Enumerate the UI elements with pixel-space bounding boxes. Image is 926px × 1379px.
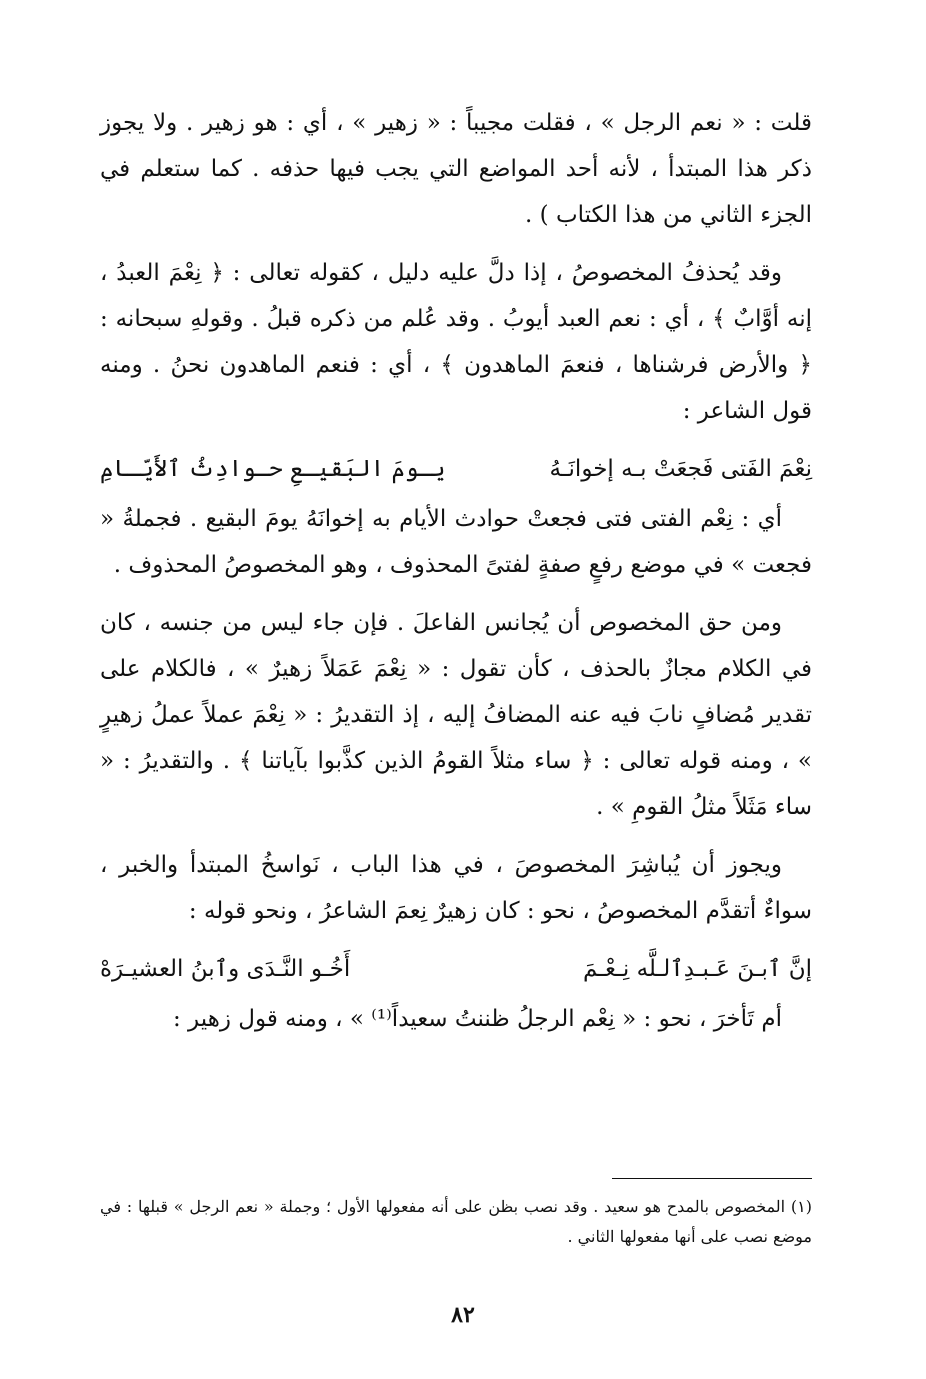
verse-1: [100, 446, 812, 492]
verse-1-second-hemistich: يـومَ البَقيـعِ حـوادِثُ ٱلأَيّـامِ: [100, 456, 446, 482]
page-number: ٨٢: [451, 1302, 475, 1328]
page-body: [100, 100, 812, 1054]
paragraph-2: وقد يُحذفُ المخصوصُ ، إذا دلَّ عليه دليل ، كقوله تعالى : ﴿ نِعْمَ العبدُ ، إنه أوَّابٌ ﴾ ، أي : نعم العبد أيوبُ . وقد عُلم من ذكره قبلُ . وقولهِ سبحانه : ﴿ والأرض فرشناها ، فنعمَ الماهدون ﴾ ، أي : فنعم الماهدون نحنُ . ومنه قول الشاعر :: [100, 260, 812, 424]
paragraph-4: ومن حق المخصوص أن يُجانس الفاعلَ . فإن جاء ليس من جنسه ، كان في الكلام مجازٌ بالحذف ، كأن تقول : « نِعْمَ عَمَلاً زهيرٌ » ، فالكلام على تقدير مُضافٍ نابَ فيه عنه المضافُ إليه ، إذ التقديرُ : « نِعْمَ عملاً عملُ زهيرٍ » ، ومنه قوله تعالى : ﴿ ساء مثلاً القومُ الذين كذَّبوا بآياتنا ﴾ . والتقديرُ : « ساء مَثَلاً مثلُ القومِ » .: [100, 610, 812, 820]
footnote: (١) المخصوص بالمدح هو سعيد . وقد نصب بظن على أنه مفعولها الأول ؛ وجملة « نعم الرجل » قبلها : في موضع نصب على أنها مفعولها الثاني .: [100, 1197, 812, 1246]
footnote-divider: [612, 1178, 812, 1179]
paragraph-3: أي : نِعْم الفتى فتى فجعتْ حوادث الأيام به إخوانَهُ يومَ البقيع . فجملةُ « فجعت » في موضع رفعٍ صفةٍ لفتىً المحذوف ، وهو المخصوصُ المحذوف .: [100, 506, 812, 578]
paragraph-6: أم تَأخرَ ، نحو : « نِعْم الرجلُ ظننتُ سعيداً⁽¹⁾ » ، ومنه قول زهير :: [173, 1006, 782, 1032]
verse-2-second-hemistich: أَخُـو النَّـدَى وٱبنُ العشيـرَهْ: [100, 956, 351, 982]
paragraph-1: قلت : « نعم الرجل » ، فقلت مجيباً : « زهير » ، أي : هو زهير . ولا يجوز ذكر هذا المبتدأ ، لأنه أحد المواضع التي يجب فيها حذفه . كما ستعلم في الجزء الثاني من هذا الكتاب ) .: [100, 110, 812, 228]
verse-1-first-hemistich: نِعْمَ الفَتى فَجعَتْ بـه إخوانَـهُ: [549, 456, 812, 482]
verse-2: [100, 946, 812, 992]
verse-2-first-hemistich: إنَّ ٱبـنَ عَـبـدِٱلـلَّه نِـعْـمَ: [582, 956, 812, 982]
paragraph-5: ويجوز أن يُباشِرَ المخصوصَ ، في هذا الباب ، نَواسخُ المبتدأ والخبر ، سواءٌ أتقدَّم المخصوصُ ، نحو : كان زهيرٌ نِعمَ الشاعرُ ، ونحو قوله :: [100, 852, 812, 924]
